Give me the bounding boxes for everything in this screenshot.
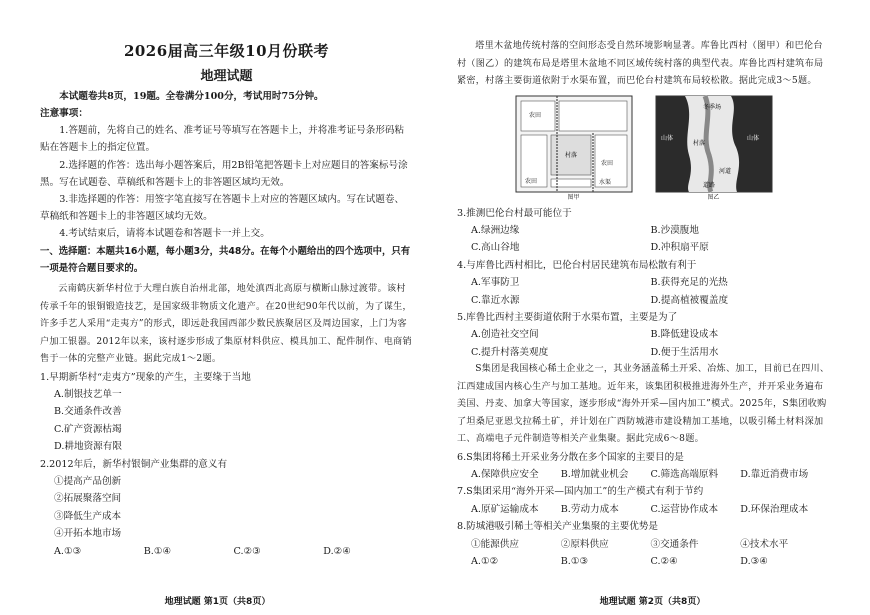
page-1-footer: 地理试题 第1页（共8页）	[164, 597, 271, 607]
q3-option-b: B.沙漠腹地	[650, 224, 699, 236]
fig-a-label-4: 农田	[600, 159, 613, 167]
q6-options	[457, 466, 830, 483]
q5-options-row-2	[457, 344, 830, 361]
q1-option-a: A.制银技艺单一	[54, 388, 122, 400]
fig-a-label-1: 农田	[528, 111, 541, 119]
q8-item-4: ④技术水平	[740, 538, 789, 550]
q8-item-3: ③交通条件	[650, 538, 699, 550]
q3-options-row-1	[457, 222, 830, 239]
q2-item-2: ②拓展聚落空间	[54, 493, 122, 505]
exam-subtitle: 地理试题	[200, 69, 253, 84]
fig-b-label-5: 河道	[718, 167, 731, 175]
note-1: 1.答题前，先将自己的姓名、准考证号等填写在答题卡上，并将准考证号条形码粘贴在答题卡上的指定位置。	[40, 125, 405, 154]
q6-option-b: B.增加就业机会	[560, 469, 629, 481]
question-3: 3.推测巴伦台村最可能位于	[457, 207, 572, 219]
fig-b-label-4: 山体	[746, 134, 759, 142]
q4-option-a: A.军事防卫	[471, 277, 520, 289]
q7-options	[457, 501, 830, 518]
q4-options-row-1	[457, 274, 830, 291]
q2-option-a: A.①③	[54, 545, 82, 557]
q4-option-d: D.提高植被覆盖度	[650, 294, 729, 306]
q7-option-d: D.环保治理成本	[740, 503, 809, 515]
figure-b	[655, 95, 773, 203]
exam-info: 本试题卷共8页，19题。全卷满分100分，考试用时75分钟。	[59, 91, 324, 102]
question-2: 2.2012年后，新华村银铜产业集群的意义有	[40, 458, 228, 470]
q5-option-d: D.便于生活用水	[650, 346, 719, 358]
page-2-footer: 地理试题 第2页（共8页）	[599, 597, 706, 607]
page-2	[435, 0, 870, 615]
q8-option-b: B.①③	[560, 556, 589, 568]
q8-options	[457, 553, 830, 570]
fig-b-label-1: 冬季场	[702, 103, 721, 111]
notes-heading: 注意事项：	[40, 108, 88, 120]
q4-option-b: B.获得充足的光热	[650, 277, 728, 289]
fig-a-label-2: 村落	[564, 151, 577, 159]
question-4: 4.与库鲁比西村相比，巴伦台村居民建筑布局松散有利于	[457, 259, 697, 271]
q1-option-d: D.耕地资源有限	[54, 441, 122, 453]
q2-item-3: ③降低生产成本	[54, 510, 122, 522]
question-1: 1.早期新华村“走夷方”现象的产生，主要缘于当地	[40, 371, 251, 383]
note-2: 2.选择题的作答：选出每小题答案后，用2B铅笔把答题卡上对应题目的答案标号涂黑。写在试题卷、草稿纸和答题卡上的非答题区域均无效。	[40, 159, 408, 188]
q8-items	[457, 536, 830, 553]
q5-option-a: A.创造社交空间	[471, 329, 539, 341]
fig-a-label-5: 水渠	[598, 178, 611, 186]
q6-option-c: C.筛选高端原料	[650, 469, 719, 481]
q2-item-1: ①提高产品创新	[54, 475, 122, 487]
figure-a-map	[515, 95, 633, 193]
q2-option-d: D.②④	[323, 545, 351, 557]
figures	[457, 95, 830, 203]
q7-option-a: A.原矿运输成本	[471, 503, 539, 515]
question-8: 8.防城港吸引稀土等相关产业集聚的主要优势是	[457, 521, 659, 533]
figure-b-caption: 图乙	[707, 193, 720, 201]
fig-a-label-3: 农田	[524, 177, 537, 185]
q6-option-d: D.靠近消费市场	[740, 469, 809, 481]
q1-option-c: C.矿产资源枯竭	[54, 423, 122, 435]
q4-option-c: C.靠近水源	[471, 294, 520, 306]
q2-item-4: ④开拓本地市场	[54, 528, 122, 540]
note-4: 4.考试结束后，请将本试题卷和答题卡一并上交。	[59, 228, 270, 240]
q2-option-c: C.②③	[233, 545, 261, 557]
q7-option-c: C.运营协作成本	[650, 503, 719, 515]
q8-option-a: A.①②	[471, 556, 499, 568]
q8-item-1: ①能源供应	[471, 538, 519, 550]
q8-item-2: ②原料供应	[560, 538, 609, 550]
fig-b-label-2: 村落	[692, 139, 705, 147]
passage-3: S集团是我国核心稀土企业之一，其业务涵盖稀土开采、冶炼、加工，目前已在四川、江西建成国内核心生产与加工基地。近年来，该集团积极推进海外生产，并开采业务遍布美国、丹麦、加拿大等国家，逐步形成“海外开采—国内加工”模式。2025年，S集团收购了坦桑尼亚恩戈拉稀土矿，并计划在广西防城港市建设精加工基地，以吸引稀土材料深加工、高端电子元件制造等相关产业集聚。据此完成6～8题。	[457, 364, 830, 445]
exam-title: 2026届高三年级10月份联考	[123, 42, 330, 60]
q3-option-d: D.冲积扇平原	[650, 242, 709, 254]
q5-options-row-1	[457, 326, 830, 343]
figure-a-caption: 图甲	[567, 193, 580, 201]
q2-option-b: B.①④	[143, 545, 172, 557]
fig-b-label-6: 道路	[702, 181, 715, 189]
note-3: 3.非选择题的作答：用签字笔直接写在答题卡上对应的答题区域内。写在试题卷、草稿纸和答题卡上的非答题区域均无效。	[40, 194, 405, 223]
q6-option-a: A.保障供应安全	[471, 469, 539, 481]
figure-a	[515, 95, 633, 203]
question-7: 7.S集团采用“海外开采—国内加工”的生产模式有利于节约	[457, 486, 704, 498]
q1-option-b: B.交通条件改善	[54, 406, 122, 418]
q8-option-c: C.②④	[650, 556, 678, 568]
q7-option-b: B.劳动力成本	[560, 503, 619, 515]
q5-option-c: C.提升村落美观度	[471, 346, 549, 358]
section-heading: 一、选择题：本题共16小题，每小题3分，共48分。在每个小题给出的四个选项中，只有一项是符合题目要求的。	[40, 245, 411, 274]
q5-option-b: B.降低建设成本	[650, 329, 719, 341]
question-6: 6.S集团将稀土开采业务分散在多个国家的主要目的是	[457, 451, 684, 463]
fig-b-label-3: 山体	[660, 134, 673, 142]
q2-options	[40, 543, 413, 560]
figure-b-map	[655, 95, 773, 193]
q8-option-d: D.③④	[740, 556, 768, 568]
q4-options-row-2	[457, 292, 830, 309]
passage-2: 塔里木盆地传统村落的空间形态受自然环境影响显著。库鲁比西村（图甲）和巴伦台村（图乙）的建筑布局是塔里木盆地不同区域传统村落的典型代表。库鲁比西村建筑布局紧密，村落主要街道依附于水渠布置，而巴伦台村建筑布局较松散。据此完成3～5题。	[457, 41, 824, 86]
passage-1: 云南鹤庆新华村位于大理白族自治州北部，地处滇西北高原与横断山脉过渡带。该村传承千年的银铜锻造技艺，是国家级非物质文化遗产。在20世纪90年代以前，为了谋生，许多手艺人采用“走夷方”的形式，即远赴我国西部少数民族聚居区及周边国家，上门为客户加工银器。2012年以来，该村逐步形成了集原材料供应、模具加工、配件制作、电商销售于一体的完整产业链。据此完成1～2题。	[40, 284, 412, 365]
q3-option-c: C.高山谷地	[471, 242, 520, 254]
question-5: 5.库鲁比西村主要街道依附于水渠布置，主要是为了	[457, 311, 678, 323]
q3-options-row-2	[457, 239, 830, 256]
q3-option-a: A.绿洲边缘	[471, 224, 520, 236]
